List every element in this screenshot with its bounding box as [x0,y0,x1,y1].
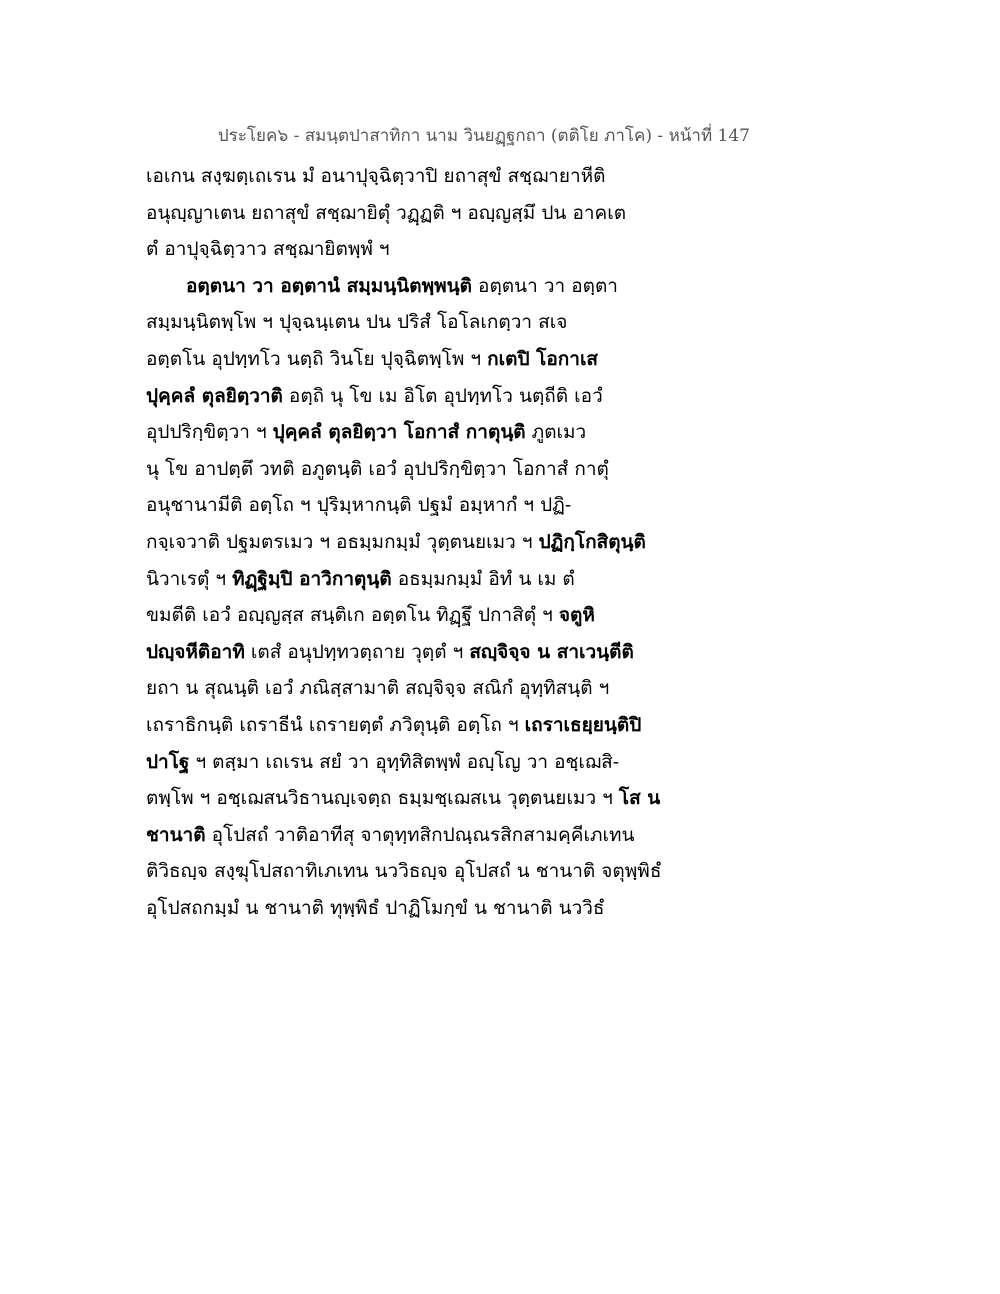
text-segment: อนุญฺญาเตน ยถาสุขํ สชฺฌายิตุํ วฏฺฏติ ฯ อญฺญสฺมึ ปน อาคเต [146,201,627,224]
text-segment: ฯ ตสฺมา เถเรน สยํ วา อุทฺทิสิตพฺพํ อญฺโญ วา อชฺเฌสิ- [189,750,620,773]
running-header: ประโยค๖ - สมนฺตปาสาทิกา นาม วินยฏฺฐกถา (ตติโย ภาโค) - หน้าที่ 147 [217,126,750,146]
bold-term: โส น [618,787,661,810]
text-segment: ตพฺโพ ฯ อชฺเฌสนวิธานญฺเจตฺถ ธมฺมชฺเฌสเน วุตฺตนยเมว ฯ [146,787,619,810]
text-segment: อธมฺมกมฺมํ อิทํ น เม ตํ [391,567,575,590]
text-segment: ยถา น สุณนฺติ เอวํ ภณิสฺสามาติ สญฺจิจฺจ สณิกํ อุทฺทิสนฺติ ฯ [146,677,610,700]
text-line [146,634,706,671]
body-text [146,158,706,926]
text-line [146,487,706,524]
text-line [146,304,706,341]
text-line [146,744,706,781]
text-segment: ภูตเมว [525,421,587,444]
text-segment: นุ โข อาปตฺตึ วทติ อภูตนฺติ เอวํ อุปปริกฺขิตฺวา โอกาสํ กาตุํ [146,457,609,480]
text-line [146,780,706,817]
bold-term: สญฺจิจฺจ น สาเวนฺตีติ [469,640,634,663]
text-segment: นิวาเรตุํ ฯ [146,567,233,590]
bold-term: ปญฺจหีติอาทิ [146,640,245,663]
bold-term: ปาโฐ [146,750,190,773]
text-segment: ติวิธญฺจ สงฺฆุโปสถาทิเภเทน นววิธญฺจ อุโปสถํ น ชานาติ จตุพฺพิธํ [146,860,662,883]
bold-term: ชานาติ [146,823,206,846]
text-segment: กจฺเจวาติ ปฐมตรเมว ฯ อธมฺมกมฺมํ วุตฺตนยเมว ฯ [146,530,539,553]
bold-term: จตูหิ [558,604,595,627]
bold-term: ทิฏฺฐิมฺปิ อาวิกาตุนฺติ [232,567,392,590]
text-segment: อตฺตโน อุปทฺทโว นตฺถิ วินโย ปุจฺฉิตพฺโพ ฯ [146,347,488,370]
bold-term: ปุคฺคลํ ตุลยิตฺวาติ [146,384,283,407]
text-line [146,378,706,415]
text-line [146,268,706,305]
text-line [146,597,706,634]
text-line [146,670,706,707]
text-segment: อนุชานามีติ อตฺโถ ฯ ปุริมฺหากนฺติ ปฐมํ อมฺหากํ ฯ ปฏิ- [146,494,572,517]
text-segment: ขมตีติ เอวํ อญฺญสฺส สนฺติเก อตฺตโน ทิฏฺฐึ ปกาสิตุํ ฯ [146,604,559,627]
text-line [146,853,706,890]
text-segment: เถราธิกนฺติ เถราธีนํ เถรายตฺตํ ภวิตุนฺติ อตฺโถ ฯ [146,713,525,736]
text-line [146,195,706,232]
text-line [146,890,706,927]
text-segment: อตฺตนา วา อตฺตา [472,274,618,297]
bold-term: อตฺตนา วา อตฺตานํ สมฺมนฺนิตพฺพนฺติ [186,274,473,297]
text-segment: อุโปสถํ วาติอาทีสุ จาตุทฺทสิกปณฺณรสิกสามคฺคีเภเทน [205,823,635,846]
text-line [146,817,706,854]
text-line [146,524,706,561]
text-line [146,561,706,598]
text-segment: อตฺถิ นุ โข เม อิโต อุปทฺทโว นตฺถีติ เอวํ [282,384,603,407]
text-segment: เตสํ อนุปทฺทวตฺถาย วุตฺตํ ฯ [244,640,470,663]
text-line [146,158,706,195]
text-segment: อุปปริกฺขิตฺวา ฯ [146,421,273,444]
text-segment: สมฺมนฺนิตพฺโพ ฯ ปุจฺฉนฺเตน ปน ปริสํ โอโลเกตฺวา สเจ [146,311,568,334]
text-line [146,414,706,451]
text-segment: อุโปสถกมฺมํ น ชานาติ ทุพฺพิธํ ปาฏิโมกฺขํ น ชานาติ นววิธํ [146,896,605,919]
text-segment: เอเกน สงฺฆตฺเถเรน มํ อนาปุจฺฉิตฺวาปิ ยถาสุขํ สชฺฌายาหีติ [146,165,606,187]
text-line [146,231,706,268]
text-line [146,451,706,488]
text-segment: ตํ อาปุจฺฉิตฺวาว สชฺฌายิตพฺพํ ฯ [146,238,390,261]
text-line [146,341,706,378]
bold-term: ปุคฺคลํ ตุลยิตฺวา โอกาสํ กาตุนฺติ [272,421,526,444]
text-line [146,707,706,744]
bold-term: ปฏิกฺโกสิตุนฺติ [538,530,646,553]
bold-term: กเตปิ โอกาเส [487,347,599,370]
bold-term: เถราเธยฺยนฺติปิ [524,713,642,736]
